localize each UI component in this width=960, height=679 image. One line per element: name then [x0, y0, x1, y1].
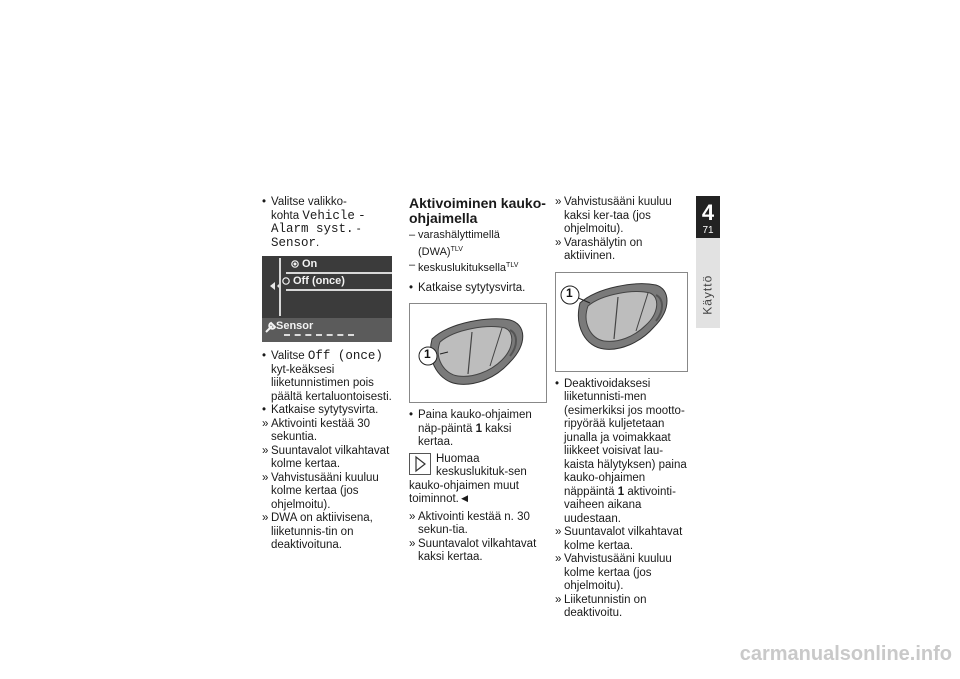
instruction-text: kaksi kertaa. — [418, 422, 512, 448]
condition-dwa — [409, 229, 547, 259]
option-off-once: Off (once) — [293, 275, 345, 287]
result-indicators-flash — [262, 445, 392, 472]
bullet-marker: • — [262, 196, 267, 208]
result-text: Suuntavalot vilkahtavat kolme kertaa. — [271, 444, 390, 470]
menu-path-separator: - — [358, 208, 366, 223]
bullet-marker: • — [409, 281, 414, 294]
result-marker: » — [262, 512, 269, 524]
result-text: Aktivointi kestää 30 sekuntia. — [271, 417, 371, 443]
instruction-deactivate-sensor — [555, 378, 688, 527]
option-off-once-ref: Off (once) — [307, 349, 383, 363]
menu-path-alarm: Alarm syst. — [271, 222, 354, 236]
result-text: DWA on aktiivisena, liiketunnis-tin on deaktivoituna. — [271, 512, 373, 551]
callout-1: 1 — [566, 285, 573, 300]
menu-path-sensor: Sensor — [271, 235, 317, 250]
condition-text: varashälyttimellä (DWA) — [418, 229, 500, 258]
button-ref-1: 1 — [617, 485, 625, 498]
column-3 — [555, 196, 688, 621]
result-confirmation-tone — [555, 196, 688, 237]
result-indicators-flash — [409, 538, 547, 565]
menu-path-separator: - — [356, 223, 361, 235]
bullet-marker: • — [262, 404, 267, 416]
instruction-text: Valitse — [271, 350, 305, 362]
bullet-marker: • — [409, 409, 414, 421]
instruction-select-off-once — [262, 350, 392, 404]
note-block — [409, 453, 547, 507]
result-marker: » — [555, 196, 562, 208]
result-marker: » — [409, 537, 416, 550]
chapter-tab — [696, 196, 720, 328]
result-alarm-active — [555, 237, 688, 264]
tlv-superscript: TLV — [450, 245, 463, 253]
dash-marker: – — [409, 259, 416, 271]
result-marker: » — [555, 553, 562, 565]
condition-central-locking — [409, 259, 547, 276]
instruction-text: Paina kauko-ohjaimen näp-päintä — [418, 409, 532, 435]
instruction-text: aktivointi-vaiheen aikana uudestaan. — [564, 485, 676, 525]
result-text: Aktivointi kestää n. 30 sekun-tia. — [418, 510, 530, 536]
page-number: 71 — [702, 225, 714, 236]
menu-path-vehicle: Vehicle — [302, 208, 355, 223]
result-text: Vahvistusääni kuuluu kaksi ker-taa (jos ohjelmoitu). — [564, 196, 672, 235]
result-text: Suuntavalot vilkahtavat kaksi kertaa. — [418, 537, 537, 563]
column-2 — [409, 196, 547, 565]
dash-marker: – — [409, 229, 416, 241]
result-marker: » — [555, 593, 562, 606]
instruction-text: Katkaise sytytysvirta. — [271, 404, 379, 416]
tft-display-screenshot — [262, 256, 392, 342]
tlv-superscript: TLV — [506, 262, 519, 269]
result-marker: » — [555, 236, 562, 249]
result-text: Liiketunnistin on deaktivoitu. — [564, 593, 647, 619]
instruction-text: Valitse valikko- — [271, 196, 347, 208]
button-ref-1: 1 — [475, 422, 482, 435]
remote-key-figure — [555, 272, 688, 372]
sensor-label: Sensor — [276, 320, 314, 332]
condition-text: keskuslukituksella — [418, 262, 507, 274]
result-confirmation-tone — [555, 553, 688, 594]
chapter-tab-header — [696, 196, 720, 238]
instruction-text: kyt-keäksesi liiketunnistimen pois päältä kertaluontoisesti. — [271, 363, 392, 403]
display-dashes — [284, 334, 354, 336]
result-activation-time — [262, 418, 392, 445]
note-icon — [409, 453, 431, 475]
instruction-ignition-off — [409, 282, 547, 296]
result-text: Vahvistusääni kuuluu kolme kertaa (jos ohjelmoitu). — [564, 553, 672, 592]
instruction-text: Deaktivoidaksesi liiketunnisti-men (esimerkiksi jos mootto-ripyörää kuljetetaan junalla ja voimakkaat liikkeet voisivat lau-kaista hälytyksen) paina kauko-ohjaimen näppäintä — [564, 377, 687, 498]
result-marker: » — [262, 471, 269, 484]
result-text: Vahvistusääni kuuluu kolme kertaa (jos ohjelmoitu). — [271, 471, 379, 511]
remote-key-illustration — [556, 273, 688, 372]
watermark: carmanualsonline.info — [739, 643, 952, 665]
option-on: On — [302, 258, 318, 270]
result-sensor-deactivated — [555, 594, 688, 621]
section-heading: Aktivoiminen kauko-ohjaimella — [409, 195, 546, 226]
instruction-text: Katkaise sytytysvirta. — [418, 281, 526, 294]
column-1 — [262, 196, 392, 553]
result-dwa-active — [262, 512, 392, 553]
result-text: Varashälytin on aktiivinen. — [564, 236, 643, 262]
result-marker: » — [262, 444, 269, 457]
chapter-number: 4 — [701, 200, 715, 225]
instruction-text: kohta — [271, 209, 300, 222]
result-text: Suuntavalot vilkahtavat kolme kertaa. — [564, 526, 683, 552]
callout-1: 1 — [424, 347, 431, 361]
result-confirmation-tone — [262, 472, 392, 513]
result-marker: » — [409, 510, 416, 523]
note-text: Huomaa keskuslukituk-sen kauko-ohjaimen muut toiminnot.◄ — [409, 452, 527, 505]
chapter-label: Käyttö — [700, 274, 715, 315]
instruction-select-menu — [262, 196, 392, 250]
result-activation-time — [409, 511, 547, 538]
result-marker: » — [262, 417, 269, 430]
bullet-marker: • — [555, 377, 560, 390]
bullet-marker: • — [262, 350, 267, 362]
instruction-ignition-off — [262, 404, 392, 418]
instruction-press-button — [409, 409, 547, 450]
result-marker: » — [555, 526, 562, 538]
result-indicators-flash — [555, 526, 688, 553]
punctuation: . — [316, 236, 320, 249]
remote-key-figure — [409, 303, 547, 403]
